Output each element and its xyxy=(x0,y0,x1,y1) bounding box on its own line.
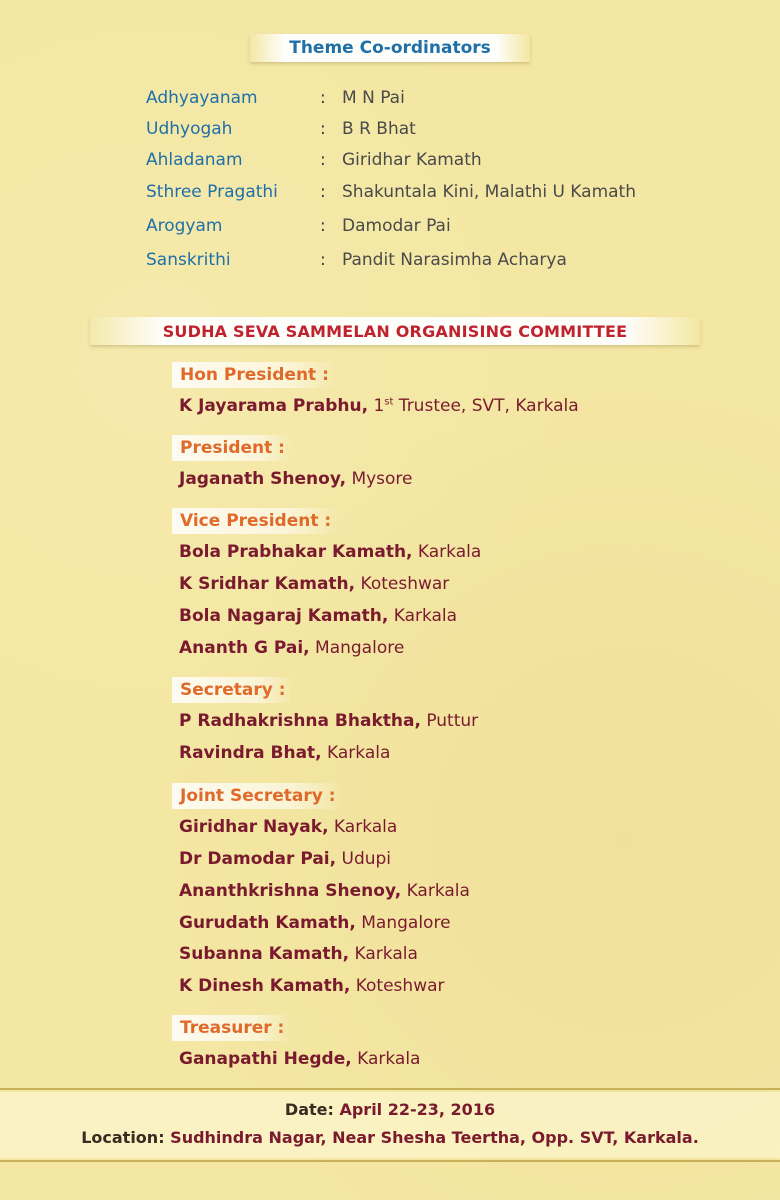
coordinator-row xyxy=(146,88,405,114)
coordinator-row xyxy=(146,150,482,176)
member-joint-secretary xyxy=(179,881,470,901)
member-secretary xyxy=(179,743,390,763)
coordinator-theme: Ahladanam xyxy=(146,150,243,170)
member-title: Trustee, SVT, Karkala xyxy=(393,396,579,416)
member-name: Ganapathi Hegde, xyxy=(179,1049,352,1069)
member-name: Bola Nagaraj Kamath, xyxy=(179,606,389,626)
member-joint-secretary xyxy=(179,849,391,869)
member-name: Giridhar Nayak, xyxy=(179,817,329,837)
member-name: K Dinesh Kamath, xyxy=(179,976,351,996)
role-hon-president: Hon President : xyxy=(172,362,337,388)
member-name: Bola Prabhakar Kamath, xyxy=(179,542,413,562)
member-vice-president xyxy=(179,606,457,626)
member-place: Mysore xyxy=(346,469,413,489)
member-place: Karkala xyxy=(412,542,482,562)
member-place: Mangalore xyxy=(355,913,451,933)
committee-heading xyxy=(90,317,700,345)
event-date xyxy=(0,1100,780,1119)
member-name: P Radhakrishna Bhaktha, xyxy=(179,711,421,731)
coordinator-separator: : xyxy=(320,216,326,236)
theme-coordinators-title: Theme Co-ordinators xyxy=(289,38,491,58)
member-vice-president xyxy=(179,638,404,658)
member-name: Ananthkrishna Shenoy, xyxy=(179,881,402,901)
member-place: Karkala xyxy=(321,743,391,763)
member-ordinal: 1 xyxy=(373,396,385,416)
member-treasurer xyxy=(179,1049,420,1069)
member-ordinal-suffix: st xyxy=(384,396,394,408)
role-vice-president: Vice President : xyxy=(172,508,339,534)
member-name: K Sridhar Kamath, xyxy=(179,574,356,594)
coordinator-name: B R Bhat xyxy=(342,119,416,139)
coordinator-theme: Adhyayanam xyxy=(146,88,258,108)
coordinator-row xyxy=(146,182,636,208)
member-place: Karkala xyxy=(401,881,470,901)
member-name: Ravindra Bhat, xyxy=(179,743,322,763)
coordinator-separator: : xyxy=(320,250,326,270)
member-place: Karkala xyxy=(349,944,418,964)
coordinator-separator: : xyxy=(320,150,326,170)
member-secretary xyxy=(179,711,478,731)
coordinator-separator: : xyxy=(320,88,326,108)
member-name: Ananth G Pai, xyxy=(179,638,310,658)
member-place: Karkala xyxy=(328,817,398,837)
coordinator-name: Damodar Pai xyxy=(342,216,451,236)
coordinator-theme: Sanskrithi xyxy=(146,250,231,270)
coordinator-name: Pandit Narasimha Acharya xyxy=(342,250,567,270)
member-place: Karkala xyxy=(388,606,458,626)
member-name: Gurudath Kamath, xyxy=(179,913,356,933)
role-president: President : xyxy=(172,435,293,461)
member-place: Mangalore xyxy=(309,638,405,658)
member-name: Jaganath Shenoy, xyxy=(179,469,347,489)
member-joint-secretary xyxy=(179,976,445,996)
member-vice-president xyxy=(179,574,449,594)
event-date-label: Date: xyxy=(284,1100,334,1119)
role-secretary: Secretary : xyxy=(172,677,294,703)
committee-title: SUDHA SEVA SAMMELAN ORGANISING COMMITTEE xyxy=(162,321,628,341)
member-place: Puttur xyxy=(420,711,479,731)
member-president xyxy=(179,469,413,489)
member-place: Karkala xyxy=(351,1049,421,1069)
member-joint-secretary xyxy=(179,817,397,837)
member-vice-president xyxy=(179,542,481,562)
coordinator-name: Shakuntala Kini, Malathi U Kamath xyxy=(342,182,636,202)
coordinator-theme: Sthree Pragathi xyxy=(146,182,278,202)
event-location xyxy=(0,1128,780,1147)
coordinator-separator: : xyxy=(320,182,326,202)
theme-coordinators-heading xyxy=(250,34,530,62)
event-location-label: Location: xyxy=(81,1128,165,1147)
member-name: K Jayarama Prabhu, xyxy=(179,396,369,416)
coordinator-theme: Arogyam xyxy=(146,216,223,236)
coordinator-theme: Udhyogah xyxy=(146,119,233,139)
member-joint-secretary xyxy=(179,944,418,964)
coordinator-row xyxy=(146,250,567,276)
coordinator-separator: : xyxy=(320,119,326,139)
footer-divider-top xyxy=(0,1088,780,1090)
role-treasurer: Treasurer : xyxy=(172,1015,292,1041)
member-hon-president xyxy=(179,396,579,416)
member-joint-secretary xyxy=(179,913,451,933)
member-name: Dr Damodar Pai, xyxy=(179,849,337,869)
coordinator-row xyxy=(146,119,416,145)
member-name: Subanna Kamath, xyxy=(179,944,350,964)
member-place: Koteshwar xyxy=(355,574,450,594)
footer-divider-bottom xyxy=(0,1160,780,1162)
member-place: Koteshwar xyxy=(350,976,445,996)
role-joint-secretary: Joint Secretary : xyxy=(172,783,344,809)
coordinator-name: Giridhar Kamath xyxy=(342,150,482,170)
coordinator-name: M N Pai xyxy=(342,88,405,108)
event-date-value: April 22-23, 2016 xyxy=(333,1100,496,1119)
member-place: Udupi xyxy=(336,849,392,869)
coordinator-row xyxy=(146,216,451,242)
event-location-value: Sudhindra Nagar, Near Shesha Teertha, Opp. SVT, Karkala. xyxy=(164,1128,699,1147)
